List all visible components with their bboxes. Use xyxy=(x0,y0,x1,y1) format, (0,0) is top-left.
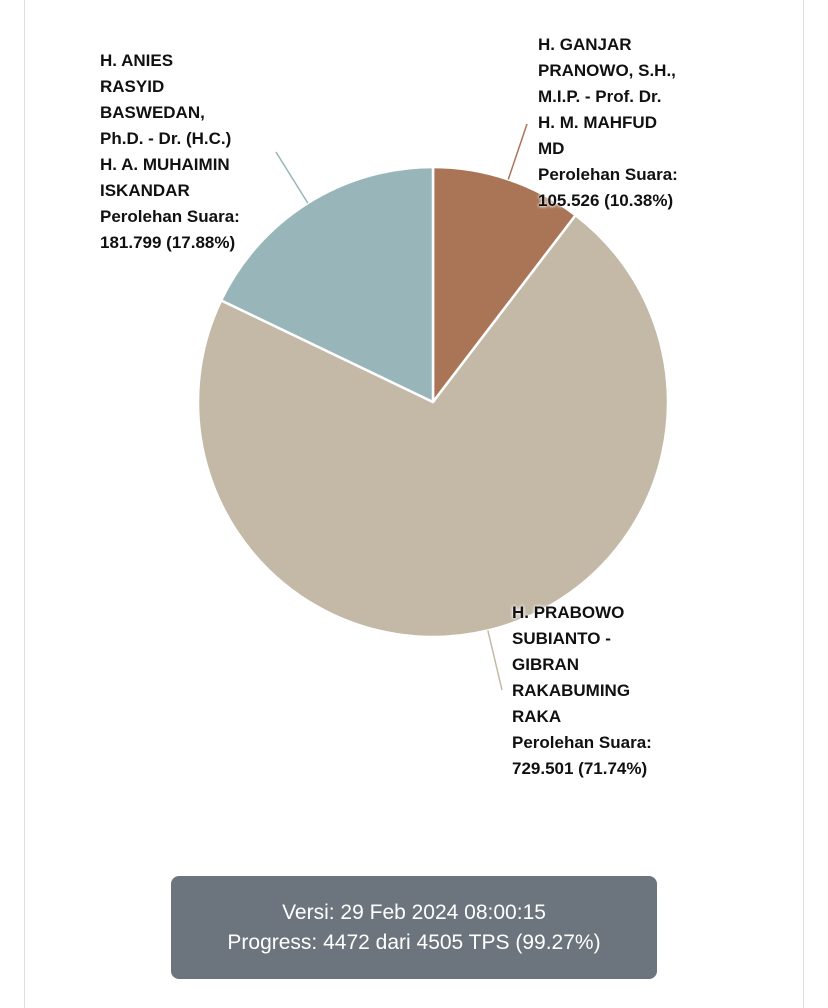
label-name-line: M.I.P. - Prof. Dr. xyxy=(538,87,662,106)
label-name-line: RAKABUMING xyxy=(512,681,631,700)
version-info-box xyxy=(171,876,657,979)
label-name-line: MD xyxy=(538,139,565,158)
label-name-line: ISKANDAR xyxy=(100,181,190,200)
label-name-line: Ph.D. - Dr. (H.C.) xyxy=(100,129,232,148)
label-value: 181.799 (17.88%) xyxy=(100,233,236,252)
label-anies-muhaimin xyxy=(100,48,240,256)
label-value: 105.526 (10.38%) xyxy=(538,191,674,210)
label-name-line: RASYID xyxy=(100,77,165,96)
label-name-line: H. A. MUHAIMIN xyxy=(100,155,230,174)
label-name-line: H. GANJAR xyxy=(538,35,632,54)
progress-text: Progress: 4472 dari 4505 TPS (99.27%) xyxy=(227,930,601,954)
leader-line xyxy=(488,631,502,690)
label-caption: Perolehan Suara: xyxy=(100,207,240,226)
label-name-line: H. ANIES xyxy=(100,51,174,70)
label-name-line: GIBRAN xyxy=(512,655,580,674)
leader-line xyxy=(276,152,308,203)
leader-line xyxy=(508,124,527,179)
label-name-line: RAKA xyxy=(512,707,562,726)
version-text: Versi: 29 Feb 2024 08:00:15 xyxy=(282,900,546,924)
label-ganjar-mahfud xyxy=(538,32,678,214)
label-caption: Perolehan Suara: xyxy=(538,165,678,184)
label-name-line: PRANOWO, S.H., xyxy=(538,61,676,80)
label-name-line: BASWEDAN, xyxy=(100,103,205,122)
label-caption: Perolehan Suara: xyxy=(512,733,652,752)
label-name-line: SUBIANTO - xyxy=(512,629,611,648)
label-name-line: H. M. MAHFUD xyxy=(538,113,657,132)
label-prabowo-gibran xyxy=(512,600,652,782)
label-value: 729.501 (71.74%) xyxy=(512,759,648,778)
label-name-line: H. PRABOWO xyxy=(512,603,625,622)
